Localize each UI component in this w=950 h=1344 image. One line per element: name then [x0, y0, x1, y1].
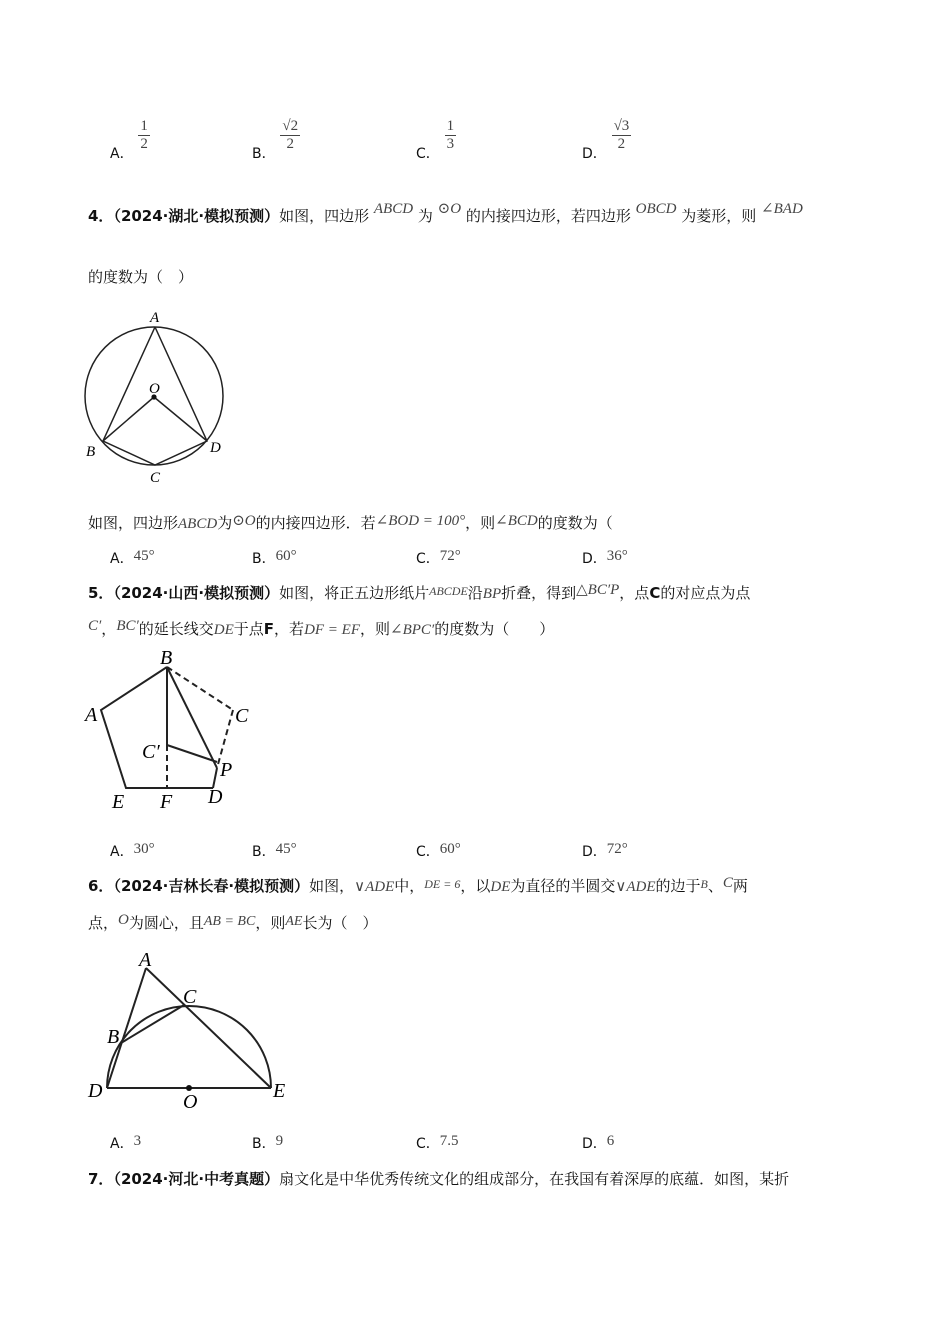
question-source: （2024·吉林长春·模拟预测） [113, 877, 310, 895]
q3-option-b [252, 118, 300, 162]
point-label-c1: C′ [142, 741, 160, 763]
q4-option-c: C．72° [416, 548, 461, 567]
point-label-c: C [150, 470, 161, 486]
segment-od [154, 397, 207, 441]
q4-option-a: A．45° [110, 548, 155, 567]
q3-option-a [110, 118, 150, 162]
point-label-c: C [183, 986, 197, 1008]
segment-ae [146, 968, 271, 1088]
point-label-d: D [208, 786, 223, 808]
option-label: A． [110, 146, 134, 162]
option-fraction: $\frac{1}{3}$ [446, 118, 455, 152]
segment-ob [103, 397, 154, 441]
q5-option-d: D．72° [582, 841, 628, 860]
q3-option-c [416, 118, 456, 162]
q5-stem-line1: 5．（2024·山西·模拟预测）如图，将正五边形纸片$^{ABCDE}$沿BP折叠，得到△BC′P，点C的对应点为点 [88, 582, 751, 602]
q3-option-d [582, 118, 631, 162]
semicircle-de [107, 1006, 271, 1088]
q5-stem-line2: C′，BC′的延长线交DE于点F，若DF = EF，则∠BPC′的度数为（ ） [88, 618, 555, 638]
point-label-a: A [85, 704, 98, 726]
point-label-c: C [235, 705, 249, 727]
option-label: C． [416, 146, 440, 162]
option-fraction: $\frac{√2}{2}$ [282, 118, 299, 152]
q4-option-b: B．60° [252, 548, 297, 567]
option-fraction: $\frac{1}{2}$ [140, 118, 148, 152]
question-source: （2024·湖北·模拟预测） [113, 207, 280, 225]
q6-stem-line2: 点，O为圆心，且AB = BC，则AE长为（ ） [88, 912, 378, 932]
point-label-e: E [273, 1080, 286, 1102]
q6-stem-line1: 6．（2024·吉林长春·模拟预测）如图，∨ADE中，$^{DE = 6}$，以DE为直径的半圆交∨ADE的边于$^B$、C两 [88, 875, 748, 895]
point-label-a: A [139, 949, 152, 971]
option-label: D． [582, 146, 607, 162]
q6-option-a: A．3 [110, 1133, 142, 1152]
segment-bc [121, 1005, 184, 1043]
q6-option-b: B．9 [252, 1133, 284, 1152]
point-label-o: O [183, 1091, 198, 1113]
point-label-o: O [149, 381, 160, 397]
question-number: 6． [88, 877, 114, 895]
option-label: B． [252, 146, 276, 162]
point-label-b: B [86, 444, 96, 460]
q4-option-d: D．36° [582, 548, 628, 567]
q6-option-c: C．7.5 [416, 1133, 459, 1152]
q3-options [0, 118, 950, 168]
option-fraction: $\frac{√3}{2}$ [613, 118, 630, 152]
point-label-d: D [88, 1080, 103, 1102]
q4-options [0, 545, 950, 567]
q5-option-c: C．60° [416, 841, 461, 860]
q6-option-d: D．6 [582, 1133, 615, 1152]
q5-options [0, 838, 950, 860]
question-number: 4． [88, 207, 114, 225]
question-source: （2024·山西·模拟预测） [113, 584, 280, 602]
q4-stem-line1: 4．（2024·湖北·模拟预测）如图，四边形 ABCD 为 ⊙O 的内接四边形，若四边形 OBCD 为菱形，则 ∠BAD [88, 201, 803, 225]
q5-option-a: A．30° [110, 841, 155, 860]
q6-figure [80, 945, 290, 1115]
q5-option-b: B．45° [252, 841, 297, 860]
point-label-d: D [210, 440, 221, 456]
q6-options [0, 1130, 950, 1152]
point-label-b: B [160, 647, 173, 669]
question-number: 5． [88, 584, 114, 602]
point-label-f: F [160, 791, 173, 813]
q4-stem-line2: 的度数为（ ） [88, 268, 194, 286]
point-label-a: A [150, 310, 160, 326]
q4-figure [80, 305, 240, 490]
segment-dp [213, 768, 217, 788]
q7-stem-line1: 7．（2024·河北·中考真题）扇文化是中华优秀传统文化的组成部分，在我国有着深厚的底蕴．如图，某折 [88, 1170, 790, 1188]
point-label-p: P [220, 759, 233, 781]
question-source: （2024·河北·中考真题） [113, 1170, 280, 1188]
question-number: 7． [88, 1170, 114, 1188]
point-label-e: E [112, 791, 125, 813]
q5-figure [80, 645, 280, 820]
q4-note: 如图，四边形ABCD为⊙O的内接四边形．若∠BOD = 100°，则∠BCD的度数为（ [88, 513, 613, 532]
point-label-b: B [107, 1026, 120, 1048]
